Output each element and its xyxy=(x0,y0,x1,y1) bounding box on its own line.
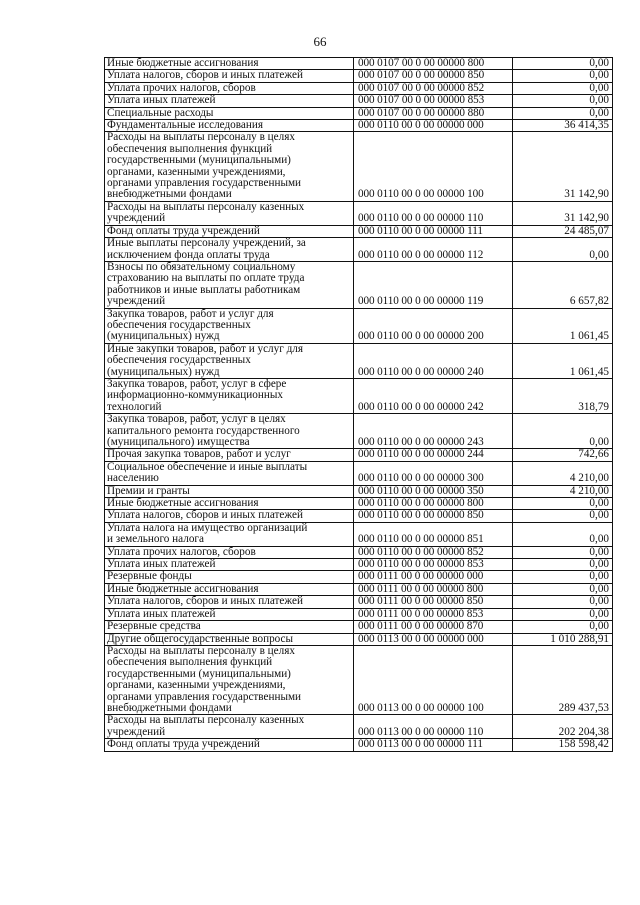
row-code-cell: 000 0113 00 0 00 00000 000 xyxy=(354,633,513,645)
table-row xyxy=(105,461,613,485)
table-row xyxy=(105,107,613,119)
table-row xyxy=(105,225,613,237)
row-code-cell: 000 0113 00 0 00 00000 111 xyxy=(354,739,513,751)
row-name-cell: Фонд оплаты труда учреждений xyxy=(105,225,354,237)
row-sum-cell: 742,66 xyxy=(513,449,613,461)
budget-table-body xyxy=(105,58,613,752)
row-code-cell: 000 0107 00 0 00 00000 852 xyxy=(354,82,513,94)
budget-expenditure-table xyxy=(104,57,613,752)
row-name-cell: Иные закупки товаров, работ и услуг для обеспечения государственных (муниципальных) нужд xyxy=(105,343,354,378)
row-sum-cell: 1 010 288,91 xyxy=(513,633,613,645)
table-row xyxy=(105,559,613,571)
row-sum-cell: 289 437,53 xyxy=(513,645,613,714)
row-name-cell: Закупка товаров, работ и услуг для обеспечения государственных (муниципальных) нужд xyxy=(105,308,354,343)
row-name-cell: Иные выплаты персоналу учреждений, за исключением фонда оплаты труда xyxy=(105,238,354,262)
row-name-cell: Расходы на выплаты персоналу казенных учреждений xyxy=(105,201,354,225)
row-code-cell: 000 0110 00 0 00 00000 240 xyxy=(354,343,513,378)
table-row xyxy=(105,739,613,751)
row-sum-cell: 0,00 xyxy=(513,559,613,571)
row-sum-cell: 318,79 xyxy=(513,378,613,413)
row-code-cell: 000 0110 00 0 00 00000 111 xyxy=(354,225,513,237)
row-code-cell: 000 0110 00 0 00 00000 119 xyxy=(354,261,513,308)
row-sum-cell: 31 142,90 xyxy=(513,201,613,225)
row-name-cell: Уплата налогов, сборов и иных платежей xyxy=(105,70,354,82)
row-name-cell: Расходы на выплаты персоналу казенных учреждений xyxy=(105,715,354,739)
row-code-cell: 000 0113 00 0 00 00000 100 xyxy=(354,645,513,714)
table-row xyxy=(105,510,613,522)
table-row xyxy=(105,201,613,225)
row-sum-cell: 158 598,42 xyxy=(513,739,613,751)
row-name-cell: Закупка товаров, работ, услуг в сфере информационно-коммуникационных технологий xyxy=(105,378,354,413)
row-sum-cell: 0,00 xyxy=(513,546,613,558)
row-code-cell: 000 0107 00 0 00 00000 853 xyxy=(354,95,513,107)
table-row xyxy=(105,58,613,70)
row-sum-cell: 0,00 xyxy=(513,498,613,510)
row-sum-cell: 0,00 xyxy=(513,596,613,608)
row-name-cell: Премии и гранты xyxy=(105,485,354,497)
table-row xyxy=(105,546,613,558)
row-sum-cell: 31 142,90 xyxy=(513,132,613,201)
row-name-cell: Резервные фонды xyxy=(105,571,354,583)
row-sum-cell: 0,00 xyxy=(513,70,613,82)
row-name-cell: Иные бюджетные ассигнования xyxy=(105,498,354,510)
row-name-cell: Уплата налога на имущество организаций и земельного налога xyxy=(105,522,354,546)
row-name-cell: Расходы на выплаты персоналу в целях обеспечения выполнения функций государственными (муниципальными) органами, казенными учреждениями, органами управления государственными внебюджетными фондами xyxy=(105,132,354,201)
row-name-cell: Фундаментальные исследования xyxy=(105,120,354,132)
table-row xyxy=(105,308,613,343)
row-code-cell: 000 0110 00 0 00 00000 000 xyxy=(354,120,513,132)
row-name-cell: Иные бюджетные ассигнования xyxy=(105,58,354,70)
row-code-cell: 000 0110 00 0 00 00000 851 xyxy=(354,522,513,546)
row-sum-cell: 0,00 xyxy=(513,510,613,522)
row-code-cell: 000 0110 00 0 00 00000 350 xyxy=(354,485,513,497)
row-code-cell: 000 0110 00 0 00 00000 112 xyxy=(354,238,513,262)
row-code-cell: 000 0111 00 0 00 00000 800 xyxy=(354,583,513,595)
row-code-cell: 000 0110 00 0 00 00000 852 xyxy=(354,546,513,558)
row-name-cell: Иные бюджетные ассигнования xyxy=(105,583,354,595)
table-row xyxy=(105,498,613,510)
row-sum-cell: 1 061,45 xyxy=(513,343,613,378)
table-row xyxy=(105,583,613,595)
row-sum-cell: 6 657,82 xyxy=(513,261,613,308)
row-name-cell: Социальное обеспечение и иные выплаты населению xyxy=(105,461,354,485)
row-name-cell: Фонд оплаты труда учреждений xyxy=(105,739,354,751)
table-row xyxy=(105,343,613,378)
table-row xyxy=(105,633,613,645)
table-row xyxy=(105,261,613,308)
table-row xyxy=(105,414,613,449)
table-row xyxy=(105,715,613,739)
row-name-cell: Уплата прочих налогов, сборов xyxy=(105,82,354,94)
table-row xyxy=(105,621,613,633)
row-code-cell: 000 0111 00 0 00 00000 853 xyxy=(354,608,513,620)
row-code-cell: 000 0111 00 0 00 00000 870 xyxy=(354,621,513,633)
row-sum-cell: 0,00 xyxy=(513,583,613,595)
row-sum-cell: 0,00 xyxy=(513,238,613,262)
row-code-cell: 000 0111 00 0 00 00000 000 xyxy=(354,571,513,583)
row-code-cell: 000 0110 00 0 00 00000 200 xyxy=(354,308,513,343)
row-name-cell: Расходы на выплаты персоналу в целях обеспечения выполнения функций государственными (муниципальными) органами, казенными учреждениями, органами управления государственными внебюджетными фондами xyxy=(105,645,354,714)
row-sum-cell: 0,00 xyxy=(513,571,613,583)
row-name-cell: Прочая закупка товаров, работ и услуг xyxy=(105,449,354,461)
row-code-cell: 000 0110 00 0 00 00000 853 xyxy=(354,559,513,571)
row-code-cell: 000 0110 00 0 00 00000 110 xyxy=(354,201,513,225)
row-name-cell: Взносы по обязательному социальному страхованию на выплаты по оплате труда работников и иные выплаты работникам учреждений xyxy=(105,261,354,308)
row-code-cell: 000 0110 00 0 00 00000 850 xyxy=(354,510,513,522)
page-number: 66 xyxy=(313,34,327,49)
row-sum-cell: 0,00 xyxy=(513,621,613,633)
row-code-cell: 000 0110 00 0 00 00000 100 xyxy=(354,132,513,201)
row-code-cell: 000 0107 00 0 00 00000 880 xyxy=(354,107,513,119)
row-code-cell: 000 0111 00 0 00 00000 850 xyxy=(354,596,513,608)
row-sum-cell: 0,00 xyxy=(513,107,613,119)
table-row xyxy=(105,238,613,262)
row-code-cell: 000 0110 00 0 00 00000 242 xyxy=(354,378,513,413)
table-row xyxy=(105,571,613,583)
row-name-cell: Другие общегосударственные вопросы xyxy=(105,633,354,645)
table-row xyxy=(105,522,613,546)
row-sum-cell: 202 204,38 xyxy=(513,715,613,739)
row-code-cell: 000 0110 00 0 00 00000 300 xyxy=(354,461,513,485)
row-code-cell: 000 0113 00 0 00 00000 110 xyxy=(354,715,513,739)
table-row xyxy=(105,596,613,608)
table-row xyxy=(105,608,613,620)
row-code-cell: 000 0107 00 0 00 00000 800 xyxy=(354,58,513,70)
row-sum-cell: 0,00 xyxy=(513,95,613,107)
row-sum-cell: 0,00 xyxy=(513,82,613,94)
table-row xyxy=(105,70,613,82)
row-name-cell: Уплата налогов, сборов и иных платежей xyxy=(105,596,354,608)
row-sum-cell: 36 414,35 xyxy=(513,120,613,132)
table-row xyxy=(105,82,613,94)
row-sum-cell: 4 210,00 xyxy=(513,461,613,485)
row-name-cell: Специальные расходы xyxy=(105,107,354,119)
row-sum-cell: 0,00 xyxy=(513,608,613,620)
row-sum-cell: 0,00 xyxy=(513,414,613,449)
row-name-cell: Уплата иных платежей xyxy=(105,608,354,620)
row-sum-cell: 0,00 xyxy=(513,58,613,70)
row-code-cell: 000 0107 00 0 00 00000 850 xyxy=(354,70,513,82)
row-code-cell: 000 0110 00 0 00 00000 244 xyxy=(354,449,513,461)
row-sum-cell: 1 061,45 xyxy=(513,308,613,343)
table-row xyxy=(105,645,613,714)
row-name-cell: Уплата прочих налогов, сборов xyxy=(105,546,354,558)
table-row xyxy=(105,485,613,497)
table-row xyxy=(105,132,613,201)
table-row xyxy=(105,95,613,107)
row-name-cell: Уплата иных платежей xyxy=(105,95,354,107)
table-row xyxy=(105,378,613,413)
row-code-cell: 000 0110 00 0 00 00000 800 xyxy=(354,498,513,510)
row-name-cell: Уплата налогов, сборов и иных платежей xyxy=(105,510,354,522)
row-name-cell: Уплата иных платежей xyxy=(105,559,354,571)
table-row xyxy=(105,449,613,461)
row-code-cell: 000 0110 00 0 00 00000 243 xyxy=(354,414,513,449)
row-sum-cell: 4 210,00 xyxy=(513,485,613,497)
row-name-cell: Закупка товаров, работ, услуг в целях капитального ремонта государственного (муниципального) имущества xyxy=(105,414,354,449)
row-sum-cell: 24 485,07 xyxy=(513,225,613,237)
table-row xyxy=(105,120,613,132)
row-sum-cell: 0,00 xyxy=(513,522,613,546)
row-name-cell: Резервные средства xyxy=(105,621,354,633)
